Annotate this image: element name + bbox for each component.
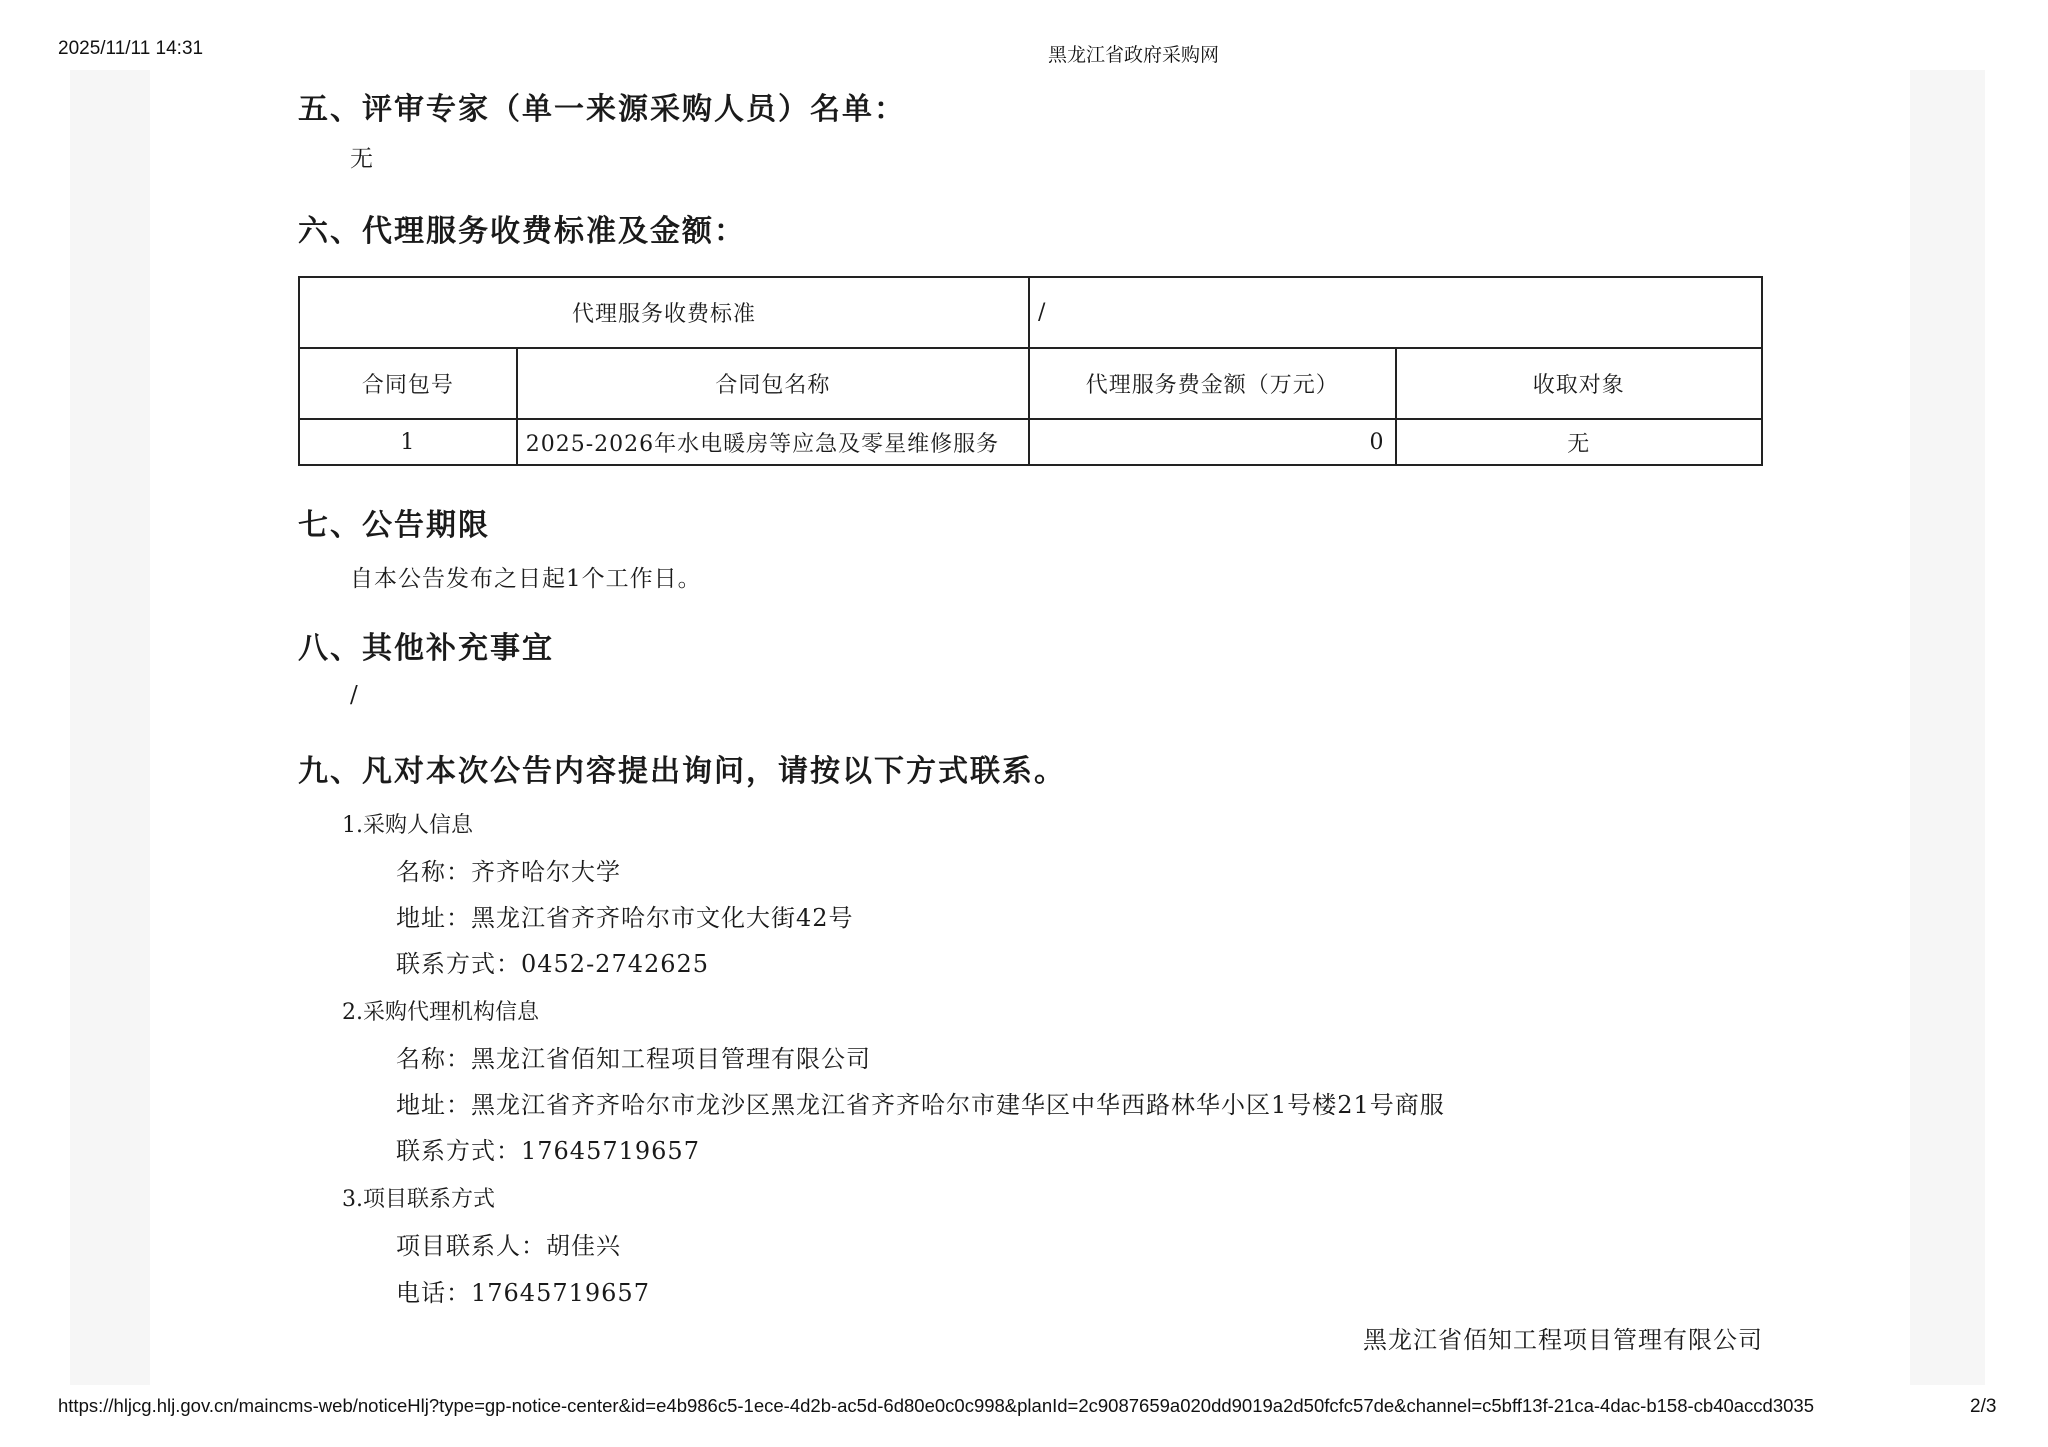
fee-table-header-row (299, 348, 1762, 419)
header-package-no: 合同包号 (299, 348, 517, 419)
section7-body: 自本公告发布之日起1个工作日。 (350, 566, 702, 592)
signature-company: 黑龙江省佰知工程项目管理有限公司 (1363, 1326, 1763, 1354)
agency-contact: 联系方式：17645719657 (396, 1137, 700, 1165)
cell-fee-amount: 0 (1029, 419, 1396, 465)
header-charge-target: 收取对象 (1396, 348, 1763, 419)
project-contact-person: 项目联系人：胡佳兴 (396, 1232, 621, 1260)
print-site-title: 黑龙江省政府采购网 (1048, 45, 1220, 66)
section7-heading: 七、公告期限 (298, 508, 490, 543)
section8-body: / (350, 682, 359, 708)
section8-heading: 八、其他补充事宜 (298, 631, 554, 666)
header-fee-amount: 代理服务费金额（万元） (1029, 348, 1396, 419)
fee-standard-value: / (1029, 277, 1762, 348)
section9-heading: 九、凡对本次公告内容提出询问，请按以下方式联系。 (298, 754, 1066, 789)
cell-package-name: 2025-2026年水电暖房等应急及零星维修服务 (517, 419, 1029, 465)
purchaser-contact: 联系方式：0452-2742625 (396, 950, 710, 978)
fee-standard-label: 代理服务收费标准 (299, 277, 1029, 348)
print-url: https://hljcg.hlj.gov.cn/maincms-web/noticeHlj?type=gp-notice-center&id=e4b986c5-1ece-4d2b-ac5d-6d80e0c0c998&planId=2c9087659a020dd9019a2d50fcfc57de&channel=c5bff13f-21ca-4dac-b158-cb40accd3035 (58, 1395, 1815, 1416)
fee-standard-row (299, 277, 1762, 348)
project-contact-title: 3.项目联系方式 (342, 1187, 495, 1212)
section5-body: 无 (350, 146, 374, 172)
agency-address: 地址：黑龙江省齐齐哈尔市龙沙区黑龙江省齐齐哈尔市建华区中华西路林华小区1号楼21号商服 (396, 1091, 1445, 1119)
print-page-number: 2/3 (1970, 1396, 1997, 1417)
purchaser-name: 名称：齐齐哈尔大学 (396, 858, 621, 886)
table-row (299, 419, 1762, 465)
cell-package-no: 1 (299, 419, 517, 465)
project-contact-phone: 电话：17645719657 (396, 1279, 650, 1307)
section5-heading: 五、评审专家（单一来源采购人员）名单： (298, 92, 906, 127)
print-datetime: 2025/11/11 14:31 (58, 38, 204, 59)
section6-heading: 六、代理服务收费标准及金额： (298, 214, 746, 249)
agency-name: 名称：黑龙江省佰知工程项目管理有限公司 (396, 1045, 871, 1073)
cell-charge-target: 无 (1396, 419, 1763, 465)
purchaser-address: 地址：黑龙江省齐齐哈尔市文化大街42号 (396, 904, 854, 932)
header-package-name: 合同包名称 (517, 348, 1029, 419)
purchaser-info-title: 1.采购人信息 (342, 813, 473, 838)
fee-table (298, 276, 1763, 466)
agency-info-title: 2.采购代理机构信息 (342, 1000, 539, 1025)
